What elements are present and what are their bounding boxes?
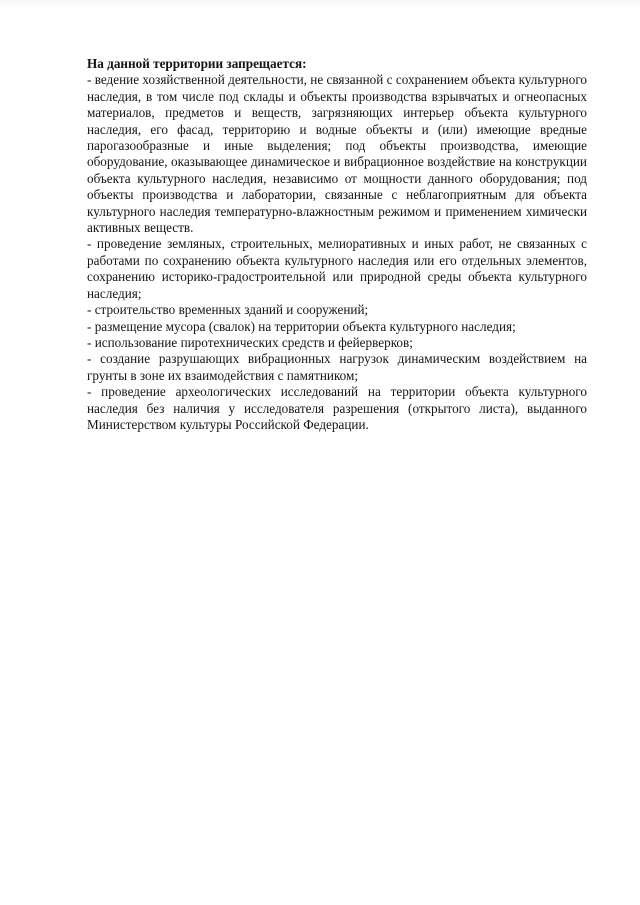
document-body xyxy=(87,56,587,433)
scan-top-edge xyxy=(0,0,640,8)
paragraph-waste-placement: - размещение мусора (свалок) на территории объекта культурного наследия; xyxy=(87,318,516,334)
prohibitions-heading: На данной территории запрещается: xyxy=(87,56,307,71)
paragraph-earthworks: - проведение земляных, строительных, мелиоративных и иных работ, не связанных с работами по сохранению объекта культурного наследия или его отдельных элементов, сохранению историко-градостроительной или природной среды объекта культурного наследия; xyxy=(87,236,587,301)
paragraph-vibration-loads: - создание разрушающих вибрационных нагрузок динамическим воздействием на грунты в зоне их взаимодействия с памятником; xyxy=(87,351,587,383)
paragraph-economic-activity: - ведение хозяйственной деятельности, не связанной с сохранением объекта культурного наследия, в том числе под склады и объекты производства взрывчатых и огнеопасных материалов, предметов и веществ, загрязняющих интерьер объекта культурного наследия, его фасад, территорию и водные объекты и (или) имеющие вредные парогазообразные и иные выделения; под объекты производства, имеющие оборудование, оказывающее динамическое и вибрационное воздействие на конструкции объекта культурного наследия, независимо от мощности данного оборудования; под объекты производства и лаборатории, связанные с неблагоприятным для объекта культурного наследия температурно-влажностным режимом и применением химически активных веществ. xyxy=(87,72,587,236)
paragraph-archaeological-research: - проведение археологических исследований на территории объекта культурного наследия без наличия у исследователя разрешения (открытого листа), выданного Министерством культуры Российской Федерации. xyxy=(87,384,587,432)
paragraph-pyrotechnics: - использование пиротехнических средств и фейерверков; xyxy=(87,334,413,350)
paragraph-temporary-buildings: - строительство временных зданий и сооружений; xyxy=(87,302,369,318)
